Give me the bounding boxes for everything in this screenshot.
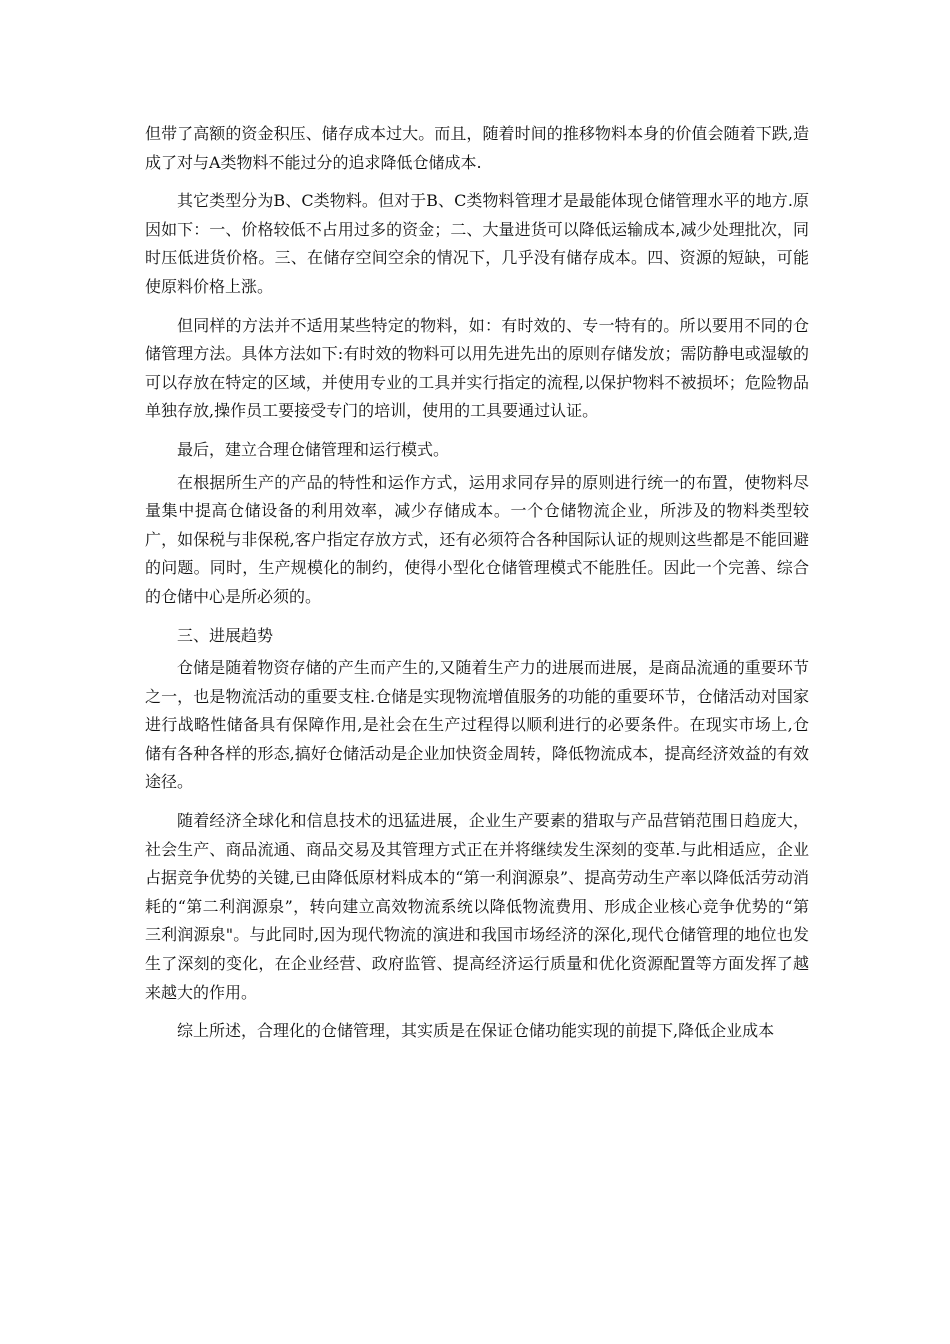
paragraph-summary: 综上所述，合理化的仓储管理，其实质是在保证仓储功能实现的前提下,降低企业成本 bbox=[177, 1021, 775, 1041]
paragraph-bc-materials: 其它类型分为B、C类物料。但对于B、C类物料管理才是最能体现仓储管理水平的地方.原因如下：一、价格较低不占用过多的资金；二、大量进货可以降低运输成本,减少处理批次，同时压低进货价格。三、在储存空间空余的情况下，几乎没有储存成本。四、资源的短缺，可能使原料价格上涨。 bbox=[145, 191, 809, 296]
document-body bbox=[145, 120, 809, 1056]
paragraph-layout-principle: 在根据所生产的产品的特性和运作方式，运用求同存异的原则进行统一的布置，使物料尽量集中提高仓储设备的利用效率，减少存储成本。一个仓储物流企业，所涉及的物料类型较广，如保税与非保税,客户指定存放方式，还有必须符合各种国际认证的规则这些都是不能回避的问题。同时，生产规模化的制约，使得小型化仓储管理模式不能胜任。因此一个完善、综合的仓储中心是所必须的。 bbox=[145, 472, 809, 606]
paragraph-special-materials: 但同样的方法并不适用某些特定的物料，如：有时效的、专一特有的。所以要用不同的仓储管理方法。具体方法如下:有时效的物料可以用先进先出的原则存储发放；需防静电或湿敏的可以存放在特定的区域，并使用专业的工具并实行指定的流程,以保护物料不被损坏；危险物品单独存放,操作员工要接受专门的培训，使用的工具要通过认证。 bbox=[145, 315, 809, 421]
paragraph-globalization: 随着经济全球化和信息技术的迅猛进展，企业生产要素的猎取与产品营销范围日趋庞大，社会生产、商品流通、商品交易及其管理方式正在并将继续发生深刻的变革.与此相适应，企业占据竞争优势的关键,已由降低原材料成本的“第一利润源泉”、提高劳动生产率以降低活劳动消耗的“第二利润源泉”，转向建立高效物流系统以降低物流费用、形成企业核心竞争优势的“第三利润源泉"。与此同时,因为现代物流的演进和我国市场经济的深化,现代仓储管理的地位也发生了深刻的变化，在企业经营、政府监管、提高经济运行质量和优化资源配置等方面发挥了越来越大的作用。 bbox=[145, 811, 809, 1002]
paragraph-continuation: 但带了高额的资金积压、储存成本过大。而且，随着时间的推移物料本身的价值会随着下跌,造成了对与A类物料不能过分的追求降低仓储成本. bbox=[145, 124, 809, 172]
section-heading-trends: 三、进展趋势 bbox=[177, 625, 274, 645]
paragraph-finally: 最后，建立合理仓储管理和运行模式。 bbox=[177, 439, 450, 459]
paragraph-warehousing-role: 仓储是随着物资存储的产生而产生的,又随着生产力的进展而进展，是商品流通的重要环节之一，也是物流活动的重要支柱.仓储是实现物流增值服务的功能的重要环节，仓储活动对国家进行战略性储备具有保障作用,是社会在生产过程得以顺利进行的必要条件。在现实市场上,仓储有各种各样的形态,搞好仓储活动是企业加快资金周转，降低物流成本，提高经济效益的有效途径。 bbox=[145, 658, 809, 792]
